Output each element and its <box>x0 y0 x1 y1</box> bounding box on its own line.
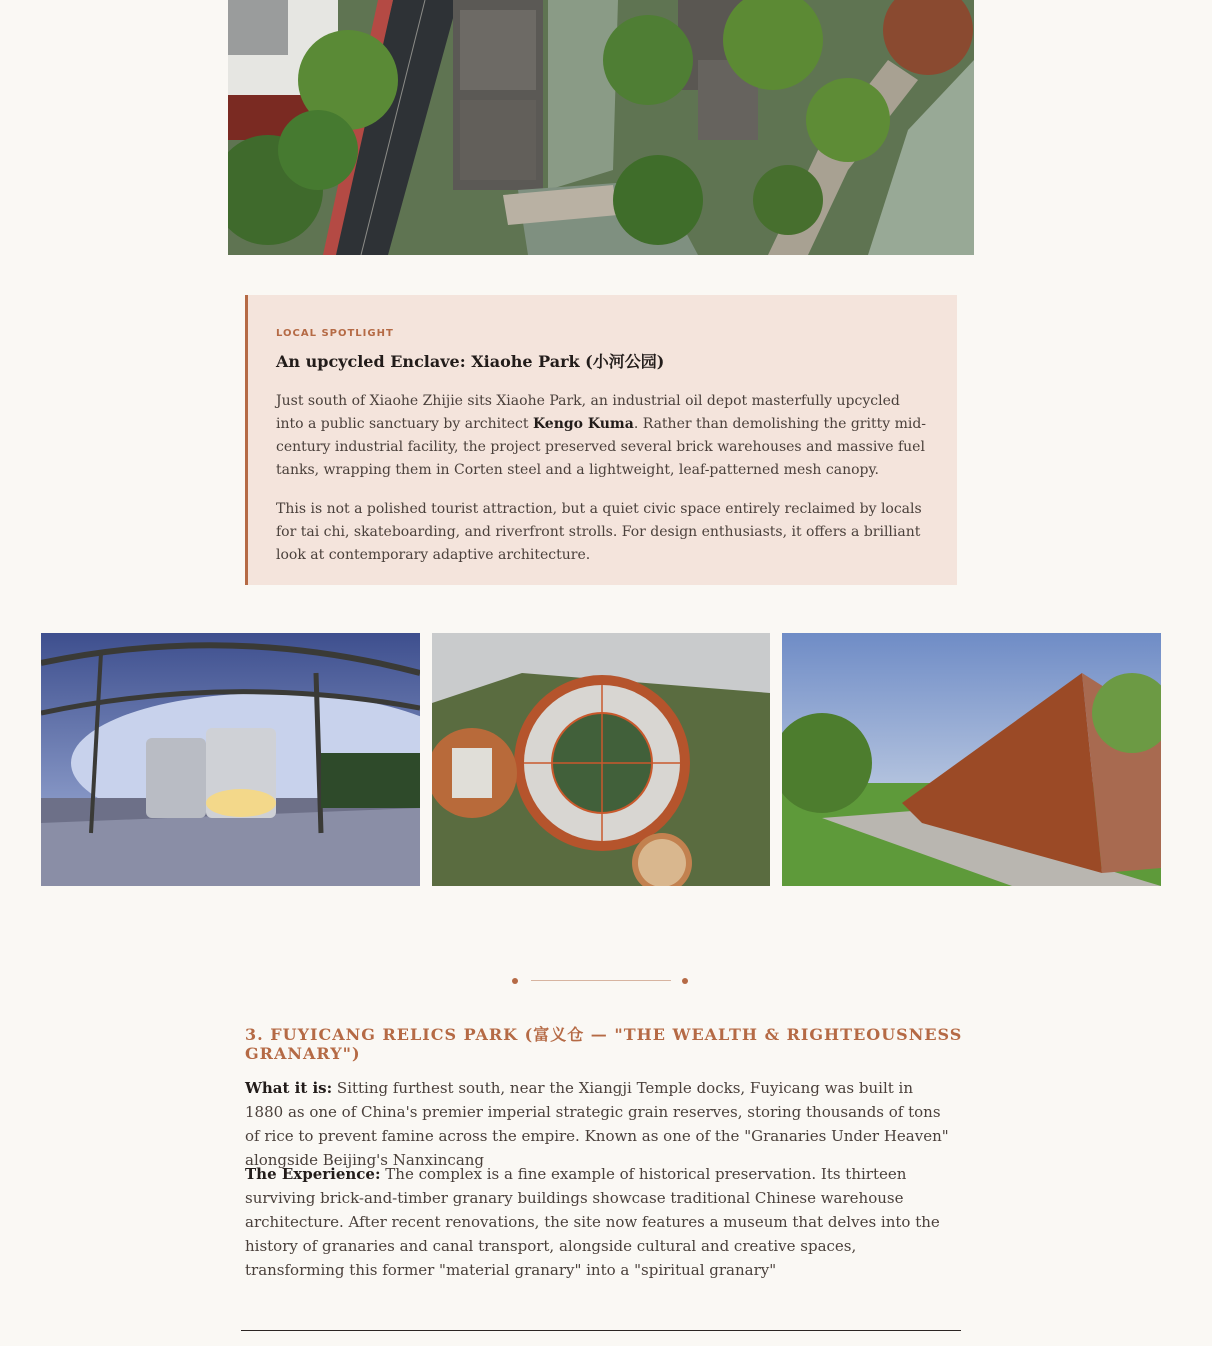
what-it-is-label: What it is: <box>245 1079 333 1097</box>
spotlight-paragraph-1 <box>276 390 927 482</box>
photo-canopy-tanks <box>41 633 420 886</box>
section-3-experience <box>245 1162 950 1282</box>
architect-name: Kengo Kuma <box>532 416 634 432</box>
what-it-is-text: Sitting furthest south, near the Xiangji Temple docks, Fuyicang was built in 1880 as one of China's premier imperial strategic grain reserves, storing thousands of tons of rice to prevent famine across the empire. Known as one of the "Granaries Under Heaven" alongside Beijing's Nanxincang <box>245 1079 949 1169</box>
divider-dot-left <box>512 978 518 984</box>
spotlight-p1-end: . Rather than demolishing the gritty mid-century industrial facility, the project preserved several brick warehouses and massive fuel tanks, wrapping them in Corten steel and a lightweight, leaf-patterned mesh canopy. <box>276 416 927 478</box>
experience-label: The Experience: <box>245 1165 381 1183</box>
divider-dot-right <box>682 978 688 984</box>
experience-text: The complex is a fine example of historical preservation. Its thirteen surviving brick-and-timber granary buildings showcase traditional Chinese warehouse architecture. After recent renovations, the site now features a museum that delves into the history of granaries and canal transport, alongside cultural and creative spaces, transforming this former "material granary" into a "spiritual granary" <box>245 1165 940 1279</box>
spotlight-p1-start: Just south of Xiaohe Zhijie sits Xiaohe Park, an industrial oil depot masterfully upcycled into a public sanctuary by architect <box>276 393 900 432</box>
section-3-title: 3. FUYICANG RELICS PARK (富义仓 — "THE WEALTH & RIGHTEOUSNESS GRANARY") <box>245 1025 963 1063</box>
photo-corten-building <box>782 633 1161 886</box>
local-spotlight-box <box>245 295 957 585</box>
bottom-rule <box>241 1330 961 1331</box>
hero-aerial-photo <box>228 0 974 255</box>
spotlight-title: An upcycled Enclave: Xiaohe Park (小河公园) <box>276 352 665 371</box>
photo-aerial-tanks <box>432 633 770 886</box>
section-divider <box>512 976 690 986</box>
section-3-what-it-is <box>245 1076 950 1172</box>
spotlight-paragraph-2: This is not a polished tourist attraction, but a quiet civic space entirely reclaimed by locals for tai chi, skateboarding, and riverfront strolls. For design enthusiasts, it offers a brilliant look at contemporary adaptive architecture. <box>276 501 922 563</box>
spotlight-kicker: LOCAL SPOTLIGHT <box>276 328 394 339</box>
divider-line <box>531 980 671 981</box>
